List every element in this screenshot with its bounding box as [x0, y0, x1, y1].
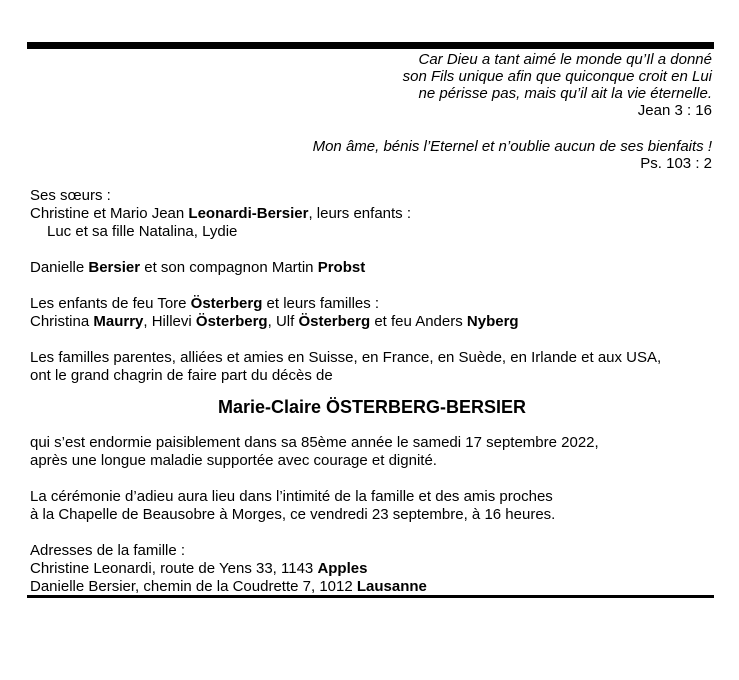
text-segment: Les enfants de feu Tore: [30, 295, 191, 312]
body-line: [30, 259, 714, 277]
text-segment: Danielle Bersier, chemin de la Coudrette 7, 1012: [30, 578, 357, 595]
name-emphasis: Nyberg: [466, 313, 519, 330]
text-segment: à la Chapelle de Beausobre à Morges, ce vendredi 23 septembre, à 16 heures.: [30, 506, 556, 523]
text-segment: Christine Leonardi, route de Yens 33, 1143: [30, 560, 318, 577]
epigraph: [27, 51, 714, 172]
text-segment: qui s’est endormie paisiblement dans sa 85ème année le samedi 17 septembre 2022,: [30, 434, 599, 451]
text-segment: Christine et Mario Jean: [30, 205, 189, 222]
page-content: [27, 42, 714, 598]
psalm-quote: [27, 138, 712, 172]
body-line: [30, 187, 714, 205]
name-emphasis: Apples: [317, 560, 368, 577]
text-segment: Luc et sa fille Natalina, Lydie: [47, 223, 238, 240]
body-paragraph: [30, 488, 714, 524]
top-rule: [27, 42, 714, 49]
name-emphasis: Bersier: [88, 259, 141, 276]
text-segment: , Ulf: [267, 313, 299, 330]
name-emphasis: Probst: [317, 259, 366, 276]
text-segment: et leurs familles :: [262, 295, 380, 312]
bible-quote-line: son Fils unique afin que quiconque croit en Lui: [402, 68, 712, 85]
body-paragraph: [30, 259, 714, 277]
family-list-section: [30, 187, 714, 385]
name-emphasis: Lausanne: [356, 578, 427, 595]
body-paragraph: [30, 542, 714, 596]
text-segment: Les familles parentes, alliées et amies en Suisse, en France, en Suède, en Irlande et aux USA,: [30, 349, 662, 366]
name-emphasis: Leonardi-Bersier: [188, 205, 309, 222]
bible-quote-reference: Jean 3 : 16: [637, 102, 712, 119]
text-segment: ont le grand chagrin de faire part du décès de: [30, 367, 333, 384]
body-line: [30, 349, 714, 367]
name-emphasis: Maurry: [93, 313, 144, 330]
body-line: [30, 367, 714, 385]
body-line: [30, 506, 714, 524]
text-segment: Ses sœurs :: [30, 187, 111, 204]
announcement-page: [0, 42, 739, 680]
body-line: [30, 578, 714, 596]
text-segment: Danielle: [30, 259, 89, 276]
text-segment: , Hillevi: [143, 313, 196, 330]
body-line: [30, 452, 714, 470]
body-line: [30, 223, 714, 241]
body-line: [30, 488, 714, 506]
text-segment: Christina: [30, 313, 94, 330]
psalm-quote-line: Mon âme, bénis l’Eternel et n’oublie aucun de ses bienfaits !: [312, 138, 712, 155]
text-segment: et feu Anders: [370, 313, 467, 330]
text-segment: après une longue maladie supportée avec courage et dignité.: [30, 452, 437, 469]
announcement-body: [27, 187, 714, 596]
bible-quote-line: Car Dieu a tant aimé le monde qu’Il a donné: [418, 51, 712, 68]
bible-quote-line: ne périsse pas, mais qu’il ait la vie éternelle.: [418, 85, 712, 102]
body-paragraph: [30, 187, 714, 241]
body-paragraph: [30, 349, 714, 385]
psalm-quote-reference: Ps. 103 : 2: [640, 155, 712, 172]
details-section: [30, 434, 714, 596]
body-paragraph: [30, 295, 714, 331]
text-segment: , leurs enfants :: [308, 205, 412, 222]
name-emphasis: Österberg: [190, 295, 263, 312]
body-paragraph: [30, 434, 714, 470]
name-emphasis: Österberg: [195, 313, 268, 330]
body-line: [30, 295, 714, 313]
deceased-name: Marie-Claire ÖSTERBERG-BERSIER: [217, 397, 527, 417]
name-emphasis: Österberg: [298, 313, 371, 330]
body-line: [30, 560, 714, 578]
body-line: [30, 313, 714, 331]
text-segment: La cérémonie d’adieu aura lieu dans l’intimité de la famille et des amis proches: [30, 488, 553, 505]
body-line: [30, 434, 714, 452]
body-line: [30, 205, 714, 223]
text-segment: Adresses de la famille :: [30, 542, 186, 559]
body-line: [30, 542, 714, 560]
bible-quote: [27, 51, 712, 119]
text-segment: et son compagnon Martin: [140, 259, 318, 276]
